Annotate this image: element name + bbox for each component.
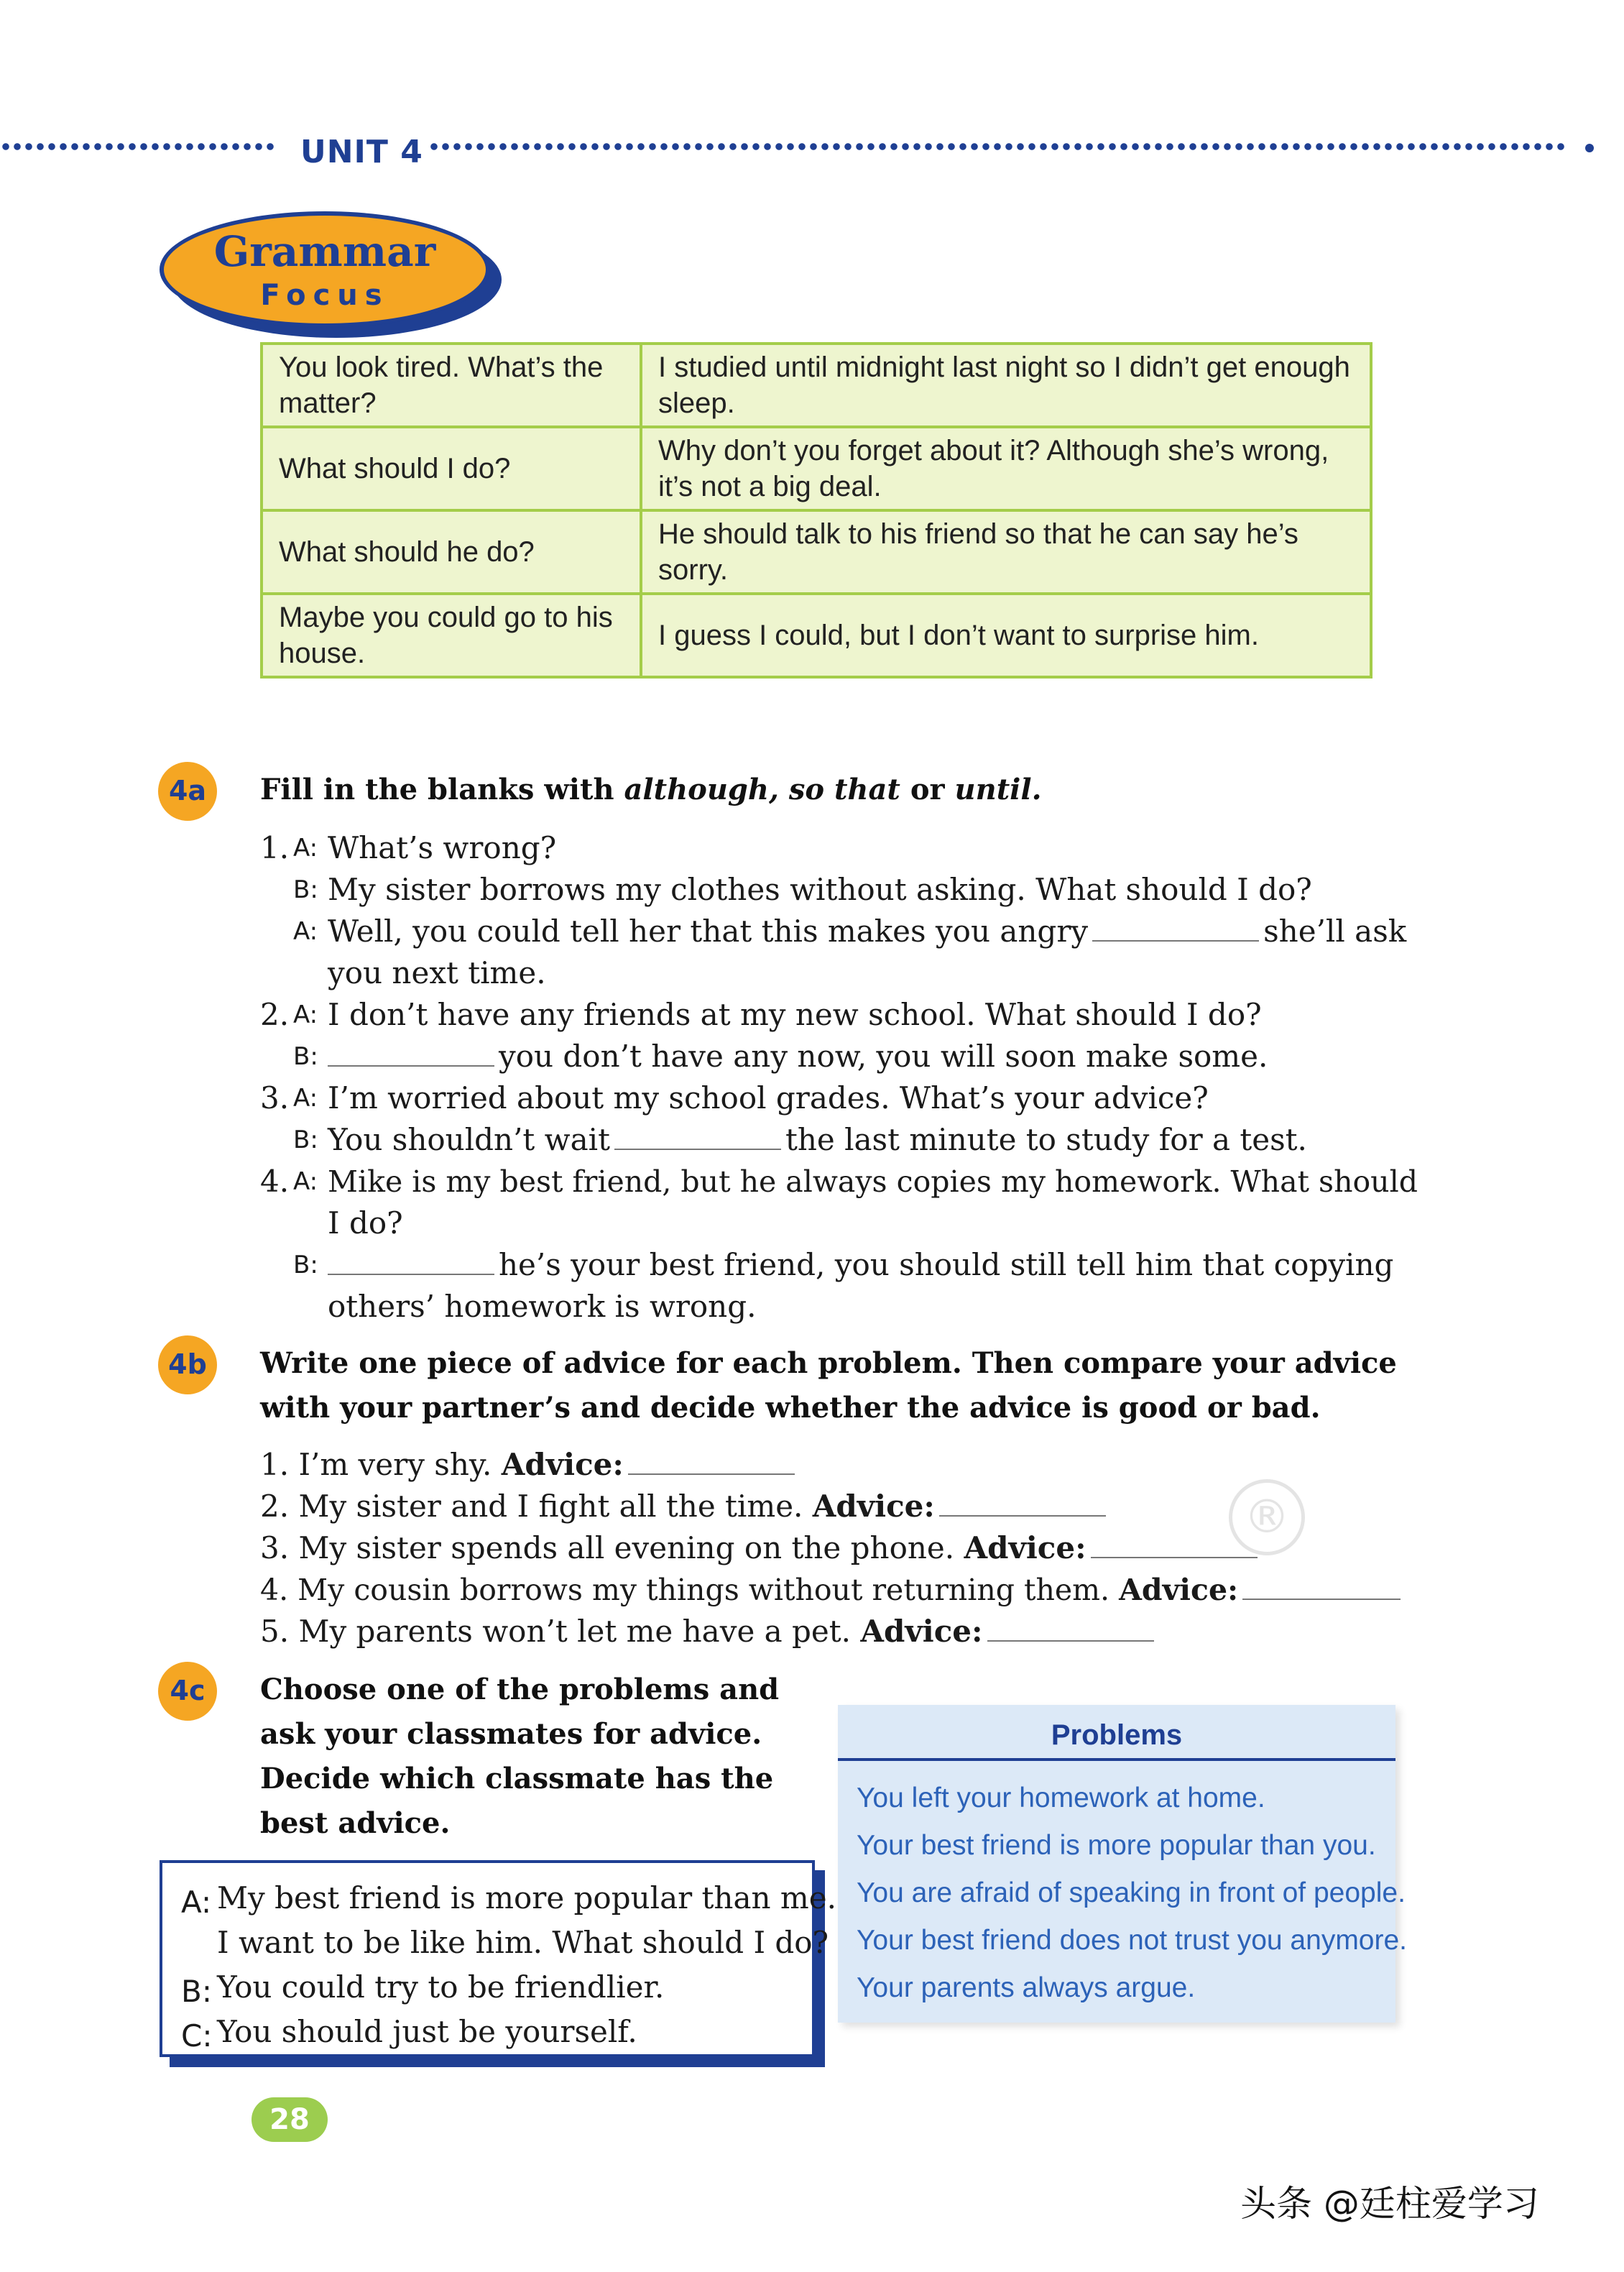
advice-label: Advice: <box>964 1530 1086 1565</box>
table-row <box>262 344 1371 427</box>
advice-blank[interactable] <box>987 1639 1154 1642</box>
dialogue-line: My sister borrows my clothes without asking. What should I do? <box>328 872 1312 907</box>
table-cell: What should he do? <box>262 510 641 594</box>
dotted-rule-end <box>1585 144 1594 152</box>
dialogue-line: others’ homework is wrong. <box>328 1289 757 1324</box>
exercise-number: 3. <box>260 1080 290 1116</box>
blank-input[interactable] <box>1092 939 1259 942</box>
page-number: 28 <box>252 2097 328 2142</box>
advice-blank[interactable] <box>1091 1555 1258 1558</box>
table-cell: You look tired. What’s the matter? <box>262 344 641 427</box>
speaker-label: A: <box>293 834 318 863</box>
speaker-label: C: <box>181 2018 213 2053</box>
registered-mark: ® <box>1229 1479 1305 1555</box>
problem-list-item: You left your homework at home. <box>857 1783 1265 1813</box>
advice-label: Advice: <box>860 1614 983 1649</box>
section-badge-4a: 4a <box>158 762 217 821</box>
dialogue-line <box>323 1245 1393 1285</box>
speaker-label: A: <box>181 1885 212 1920</box>
unit-title: UNIT 4 <box>300 134 423 170</box>
grammar-focus-badge <box>160 211 490 328</box>
advice-label: Advice: <box>1119 1573 1239 1607</box>
conversation-box <box>160 1860 836 2057</box>
conversation-line: I want to be like him. What should I do? <box>217 1925 829 1960</box>
instruction-text: Fill in the blanks with <box>260 773 624 806</box>
exercise-number: 1. <box>260 830 290 865</box>
section-4b-instruction-line2: with your partner’s and decide whether the advice is good or bad. <box>260 1391 1321 1425</box>
dotted-rule-right <box>428 141 1567 152</box>
blank-input[interactable] <box>328 1064 494 1067</box>
advice-blank[interactable] <box>628 1472 795 1475</box>
table-cell: I studied until midnight last night so I didn’t get enough sleep. <box>641 344 1371 427</box>
table-cell: I guess I could, but I don’t want to surprise him. <box>641 594 1371 677</box>
exercise-number: 4. <box>260 1164 290 1199</box>
speaker-label: A: <box>293 1001 318 1029</box>
dialogue-line: I do? <box>328 1205 403 1241</box>
blank-input[interactable] <box>614 1147 781 1150</box>
problems-divider <box>838 1758 1395 1761</box>
item-number: 4. <box>260 1573 289 1607</box>
item-number: 2. <box>260 1489 290 1524</box>
problems-title: Problems <box>1051 1719 1183 1751</box>
dotted-rule-left <box>0 141 276 152</box>
problem-list-item: Your best friend does not trust you anymore. <box>857 1925 1408 1956</box>
section-badge-4b: 4b <box>158 1335 217 1394</box>
keyword-so-that: so that <box>778 773 900 806</box>
problem-item <box>260 1486 1110 1527</box>
problem-item <box>260 1570 1405 1610</box>
blank-input[interactable] <box>328 1272 494 1275</box>
problem-item <box>260 1611 1158 1652</box>
item-text: My parents won’t let me have a pet. <box>298 1614 852 1649</box>
section-4c-instruction: Choose one of the problems and <box>260 1673 780 1706</box>
section-4c-instruction: ask your classmates for advice. <box>260 1717 762 1751</box>
problem-list-item: Your best friend is more popular than you. <box>857 1830 1376 1861</box>
keyword-although: although, <box>624 773 779 806</box>
advice-label: Advice: <box>501 1447 624 1482</box>
item-number: 5. <box>260 1614 290 1649</box>
speaker-label: B: <box>293 1042 318 1071</box>
dialogue-line: you next time. <box>328 955 546 990</box>
dialogue-text: you don’t have any now, you will soon make some. <box>499 1039 1268 1074</box>
section-4c-instruction: best advice. <box>260 1806 451 1840</box>
speaker-label: A: <box>293 1084 318 1113</box>
problem-list-item: You are afraid of speaking in front of people. <box>857 1877 1406 1908</box>
advice-blank[interactable] <box>939 1514 1106 1517</box>
speaker-label: B: <box>181 1974 212 2009</box>
conversation-line: My best friend is more popular than me. <box>217 1880 836 1915</box>
grammar-table <box>260 342 1372 679</box>
problem-list-item: Your parents always argue. <box>857 1972 1196 2003</box>
table-cell: Why don’t you forget about it? Although she’s wrong, it’s not a big deal. <box>641 427 1371 510</box>
conversation-line: You should just be yourself. <box>217 2014 637 2049</box>
problem-item <box>260 1528 1262 1568</box>
table-cell: He should talk to his friend so that he can say he’s sorry. <box>641 510 1371 594</box>
dialogue-text: the last minute to study for a test. <box>785 1122 1307 1157</box>
keyword-until: until. <box>954 773 1042 806</box>
item-number: 1. <box>260 1447 290 1482</box>
table-row <box>262 594 1371 677</box>
table-cell: Maybe you could go to his house. <box>262 594 641 677</box>
problems-box <box>838 1705 1408 2023</box>
dialogue-line: Mike is my best friend, but he always copies my homework. What should <box>328 1164 1418 1199</box>
speaker-label: B: <box>293 1251 318 1279</box>
dialogue-line: I’m worried about my school grades. What’s your advice? <box>328 1080 1209 1116</box>
dialogue-text: You shouldn’t wait <box>328 1122 610 1157</box>
problem-item <box>260 1445 799 1485</box>
dialogue-text: Well, you could tell her that this makes you angry <box>328 914 1089 949</box>
speaker-label: B: <box>293 1126 318 1154</box>
item-text: My sister and I fight all the time. <box>298 1489 803 1524</box>
instruction-text: or <box>900 773 955 806</box>
badge-subtitle: Focus <box>260 279 389 312</box>
item-text: My cousin borrows my things without returning them. <box>297 1573 1110 1607</box>
item-text: My sister spends all evening on the phone. <box>298 1530 955 1565</box>
table-cell: What should I do? <box>262 427 641 510</box>
dialogue-line: I don’t have any friends at my new school. What should I do? <box>328 997 1262 1032</box>
conversation-line: You could try to be friendlier. <box>217 1969 665 2005</box>
watermark: 头条 @廷柱爱学习 <box>1240 2183 1539 2225</box>
section-4a-instruction <box>260 768 1042 812</box>
dialogue-line <box>323 1036 1268 1077</box>
table-row <box>262 510 1371 594</box>
dialogue-text: she’ll ask <box>1263 914 1407 949</box>
speaker-label: A: <box>293 1167 318 1196</box>
item-number: 3. <box>260 1530 290 1565</box>
badge-title: Grammar <box>213 227 436 276</box>
section-4c-instruction: Decide which classmate has the <box>260 1762 774 1795</box>
dialogue-line <box>328 1120 1307 1160</box>
dialogue-line <box>328 911 1406 952</box>
advice-blank[interactable] <box>1242 1597 1401 1600</box>
section-4b-instruction-line1: Write one piece of advice for each problem. Then compare your advice <box>260 1346 1397 1380</box>
item-text: I’m very shy. <box>298 1447 492 1482</box>
dialogue-text: he’s your best friend, you should still tell him that copying <box>499 1247 1394 1282</box>
advice-label: Advice: <box>812 1489 935 1524</box>
speaker-label: A: <box>293 917 318 946</box>
speaker-label: B: <box>293 875 318 904</box>
table-row <box>262 427 1371 510</box>
section-badge-4c: 4c <box>158 1662 217 1721</box>
exercise-number: 2. <box>260 997 290 1032</box>
dialogue-line: What’s wrong? <box>328 830 557 865</box>
